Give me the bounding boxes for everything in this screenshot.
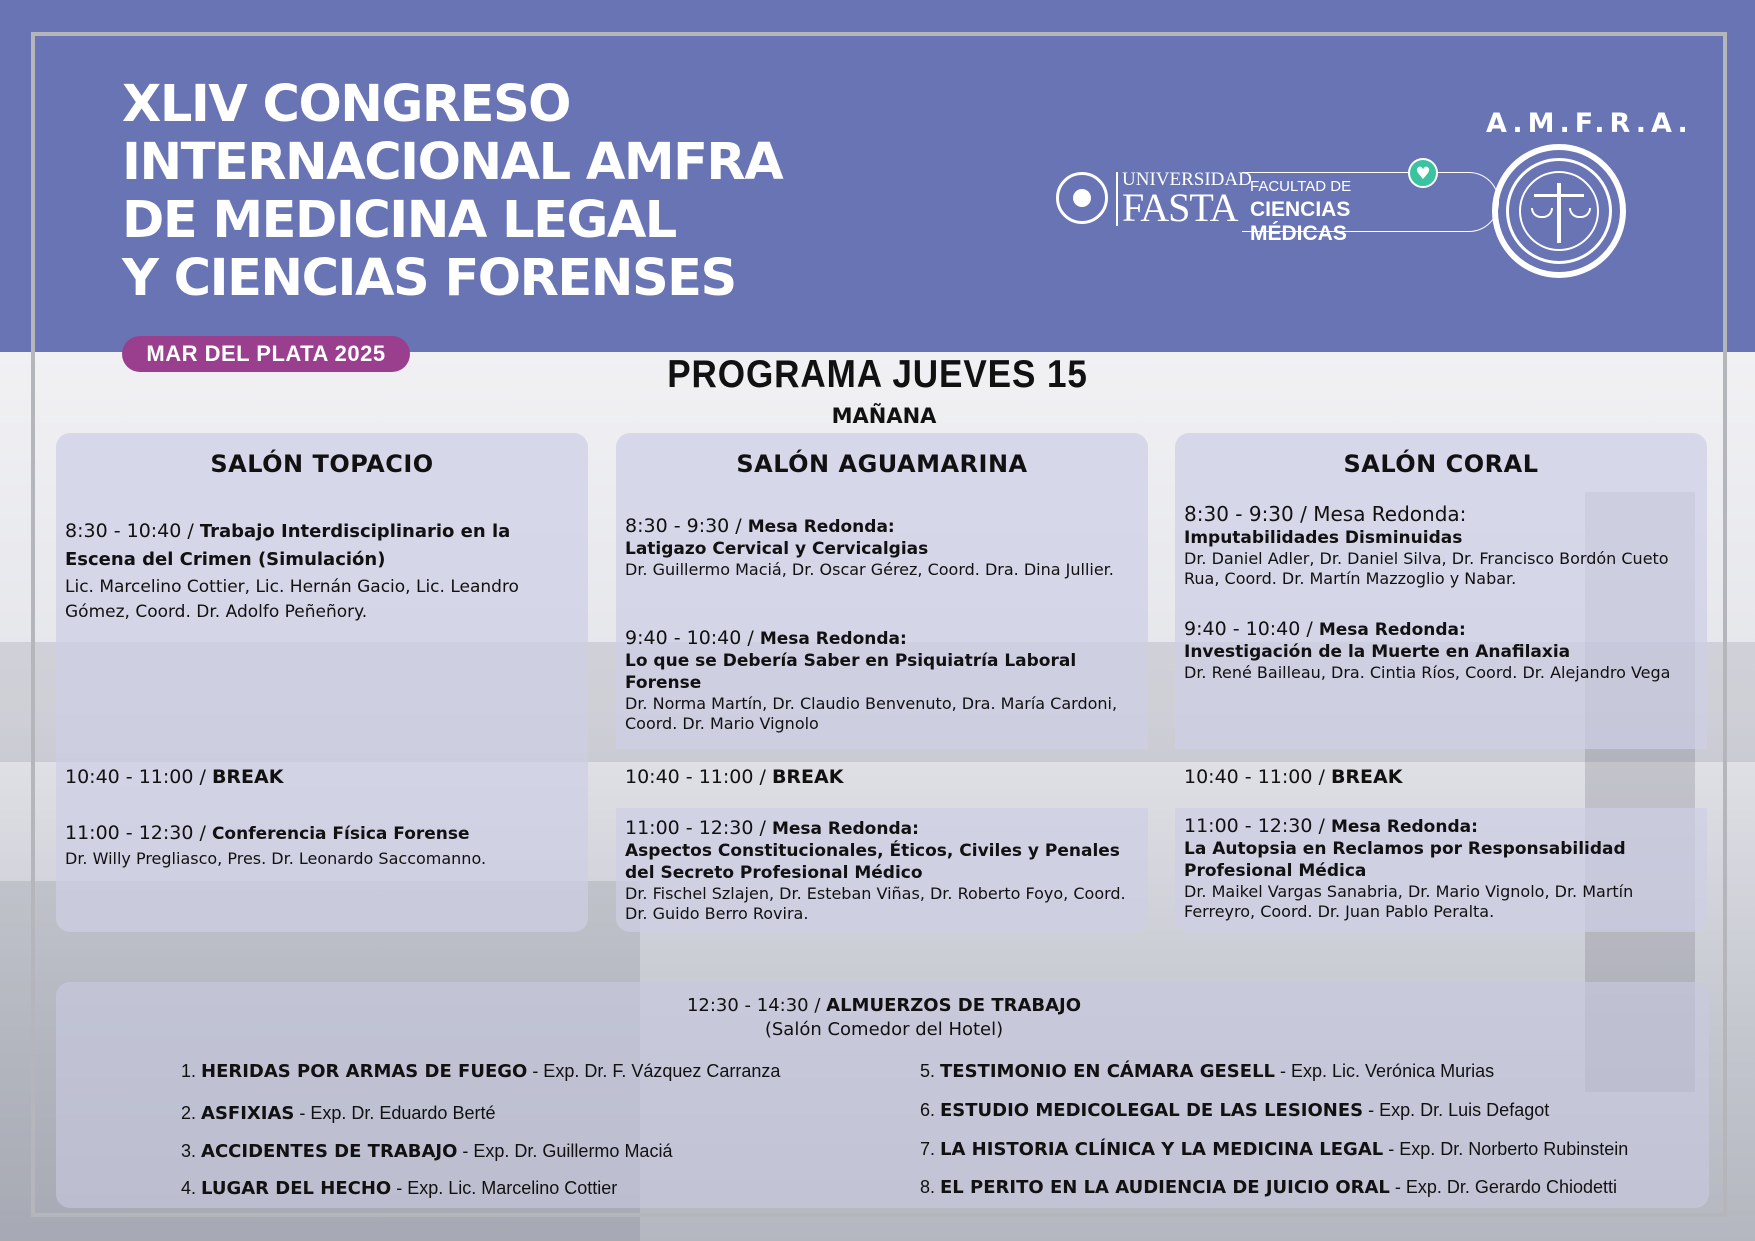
session-speakers: Dr. Norma Martín, Dr. Claudio Benvenuto, Dra. María Cardoni, Coord. Dr. Mario Vignolo — [625, 694, 1118, 733]
session-speakers: Lic. Marcelino Cottier, Lic. Hernán Gacio, Lic. Leandro Gómez, Coord. Dr. Adolfo Peñeñory. — [65, 577, 519, 622]
item-expert: - Exp. Lic. Verónica Murias — [1275, 1061, 1495, 1081]
item-number: 3. — [181, 1141, 202, 1161]
item-topic: TESTIMONIO EN CÁMARA GESELL — [940, 1061, 1276, 1082]
logo-fasta: FASTA — [1122, 185, 1238, 230]
lunch-header — [0, 994, 1755, 1018]
location-badge: MAR DEL PLATA 2025 — [122, 336, 410, 372]
item-expert: - Exp. Dr. Norberto Rubinstein — [1383, 1139, 1629, 1159]
lunch-item — [920, 1175, 1617, 1200]
item-number: 7. — [920, 1139, 941, 1159]
session-title: La Autopsia en Reclamos por Responsabilidad Profesional Médica — [1184, 839, 1626, 881]
caduceus-icon — [1557, 183, 1561, 243]
session-type: Mesa Redonda: — [1318, 620, 1466, 640]
session-time: 9:40 - 10:40 / — [625, 627, 760, 649]
session-time: 11:00 - 12:30 / — [65, 822, 212, 844]
item-topic: LUGAR DEL HECHO — [201, 1178, 392, 1199]
session — [625, 627, 1140, 734]
lunch-place: (Salón Comedor del Hotel) — [764, 1019, 1004, 1040]
break-time: 10:40 - 11:00 / — [625, 766, 772, 788]
session-title: Aspectos Constitucionales, Éticos, Civiles y Penales del Secreto Profesional Médico — [625, 841, 1120, 883]
item-number: 5. — [920, 1061, 941, 1081]
logo-facultad: FACULTAD DE — [1250, 178, 1352, 195]
break-label: BREAK — [771, 766, 844, 788]
congress-title — [122, 76, 782, 308]
session-title: Trabajo Interdisciplinario en la Escena del Crimen (Simulación) — [65, 521, 511, 570]
lunch-title: ALMUERZOS DE TRABAJO — [826, 995, 1082, 1016]
salon-heading: SALÓN CORAL — [1343, 450, 1539, 478]
item-topic: HERIDAS POR ARMAS DE FUEGO — [201, 1061, 528, 1082]
salon-heading: SALÓN AGUAMARINA — [736, 450, 1028, 478]
session — [1184, 815, 1704, 922]
lunch-item — [181, 1176, 617, 1201]
item-topic: ESTUDIO MEDICOLEGAL DE LAS LESIONES — [940, 1100, 1364, 1121]
logo-universidad: UNIVERSIDAD — [1122, 169, 1252, 190]
break-label: BREAK — [1330, 766, 1403, 788]
session-speakers: Dr. Guillermo Maciá, Dr. Oscar Gérez, Coord. Dra. Dina Jullier. — [625, 560, 1114, 579]
amfra-logo-text: A.M.F.R.A. — [1486, 108, 1693, 139]
lunch-item — [920, 1098, 1549, 1123]
session-time: 8:30 - 10:40 / — [65, 520, 200, 542]
session — [65, 517, 580, 625]
session-time: 8:30 - 9:30 / Mesa Redonda: — [1184, 502, 1467, 526]
title-line: DE MEDICINA LEGAL — [122, 191, 676, 250]
lunch-item — [181, 1139, 672, 1164]
fasta-seal-icon — [1056, 172, 1108, 224]
session-type: Mesa Redonda: — [759, 629, 907, 649]
item-topic: ACCIDENTES DE TRABAJO — [201, 1141, 458, 1162]
session-speakers: Dr. Willy Pregliasco, Pres. Dr. Leonardo Saccomanno. — [65, 849, 487, 868]
salon-coral-panel — [1175, 433, 1707, 749]
lunch-item — [181, 1101, 495, 1126]
fasta-logo — [1056, 168, 1446, 245]
logo-ciencias: CIENCIAS MÉDICAS — [1250, 198, 1351, 245]
item-expert: - Exp. Dr. F. Vázquez Carranza — [527, 1061, 781, 1081]
item-topic: ASFIXIAS — [201, 1103, 295, 1124]
title-line: INTERNACIONAL AMFRA — [122, 133, 783, 192]
session-speakers: Dr. Maikel Vargas Sanabria, Dr. Mario Vignolo, Dr. Martín Ferreyro, Coord. Dr. Juan Pablo Peralta. — [1184, 882, 1634, 921]
item-expert: - Exp. Lic. Marcelino Cottier — [391, 1178, 618, 1198]
session-time: 11:00 - 12:30 / — [625, 817, 772, 839]
session — [625, 515, 1140, 580]
session — [1184, 618, 1704, 683]
item-expert: - Exp. Dr. Gerardo Chiodetti — [1389, 1177, 1617, 1197]
logo-divider — [1116, 172, 1118, 226]
item-expert: - Exp. Dr. Guillermo Maciá — [457, 1141, 673, 1161]
lunch-time: 12:30 - 14:30 / — [686, 995, 827, 1016]
break-row — [65, 766, 580, 789]
break-time: 10:40 - 11:00 / — [1184, 766, 1331, 788]
session-time: 9:40 - 10:40 / — [1184, 618, 1319, 640]
lunch-item — [920, 1059, 1494, 1084]
scales-icon — [1534, 194, 1584, 197]
heart-icon: ♥ — [1408, 158, 1438, 188]
lunch-item — [181, 1059, 780, 1084]
break-row — [625, 766, 1140, 789]
session — [1184, 503, 1704, 589]
session-type: Mesa Redonda: — [771, 819, 919, 839]
session-title: Conferencia Física Forense — [211, 824, 470, 844]
amfra-logo — [1486, 108, 1693, 278]
title-line: Y CIENCIAS FORENSES — [122, 249, 736, 308]
break-time: 10:40 - 11:00 / — [65, 766, 212, 788]
session-title: Investigación de la Muerte en Anafilaxia — [1184, 642, 1571, 662]
item-topic: EL PERITO EN LA AUDIENCIA DE JUICIO ORAL — [940, 1177, 1390, 1198]
session-type: Mesa Redonda: — [747, 517, 895, 537]
item-number: 2. — [181, 1103, 202, 1123]
session-speakers: Dr. René Bailleau, Dra. Cintia Ríos, Coord. Dr. Alejandro Vega — [1184, 663, 1671, 682]
session-time: 8:30 - 9:30 / — [625, 515, 748, 537]
session-speakers: Dr. Daniel Adler, Dr. Daniel Silva, Dr. Francisco Bordón Cueto Rua, Coord. Dr. Martín Mazzoglio y Nabar. — [1184, 549, 1669, 588]
item-number: 8. — [920, 1177, 941, 1197]
session-type: Mesa Redonda: — [1330, 817, 1478, 837]
item-expert: - Exp. Dr. Luis Defagot — [1363, 1100, 1550, 1120]
session-title: Latigazo Cervical y Cervicalgias — [625, 539, 929, 559]
session — [65, 822, 580, 869]
session-title: Lo que se Debería Saber en Psiquiatría Laboral Forense — [625, 651, 1077, 693]
lunch-item — [920, 1137, 1628, 1162]
title-line: XLIV CONGRESO — [122, 75, 571, 134]
session-title: Imputabilidades Disminuidas — [1184, 528, 1463, 548]
item-number: 6. — [920, 1100, 941, 1120]
session — [625, 817, 1140, 924]
session-time: 11:00 - 12:30 / — [1184, 815, 1331, 837]
program-title: PROGRAMA JUEVES 15 — [667, 353, 1088, 396]
item-expert: - Exp. Dr. Eduardo Berté — [294, 1103, 496, 1123]
program-subtitle: MAÑANA — [831, 404, 937, 428]
break-label: BREAK — [211, 766, 284, 788]
salon-heading: SALÓN TOPACIO — [210, 450, 434, 478]
item-number: 4. — [181, 1178, 202, 1198]
break-row — [1184, 766, 1699, 789]
session-speakers: Dr. Fischel Szlajen, Dr. Esteban Viñas, Dr. Roberto Foyo, Coord. Dr. Guido Berro Rovira. — [625, 884, 1126, 923]
item-number: 1. — [181, 1061, 202, 1081]
item-topic: LA HISTORIA CLÍNICA Y LA MEDICINA LEGAL — [940, 1139, 1384, 1160]
